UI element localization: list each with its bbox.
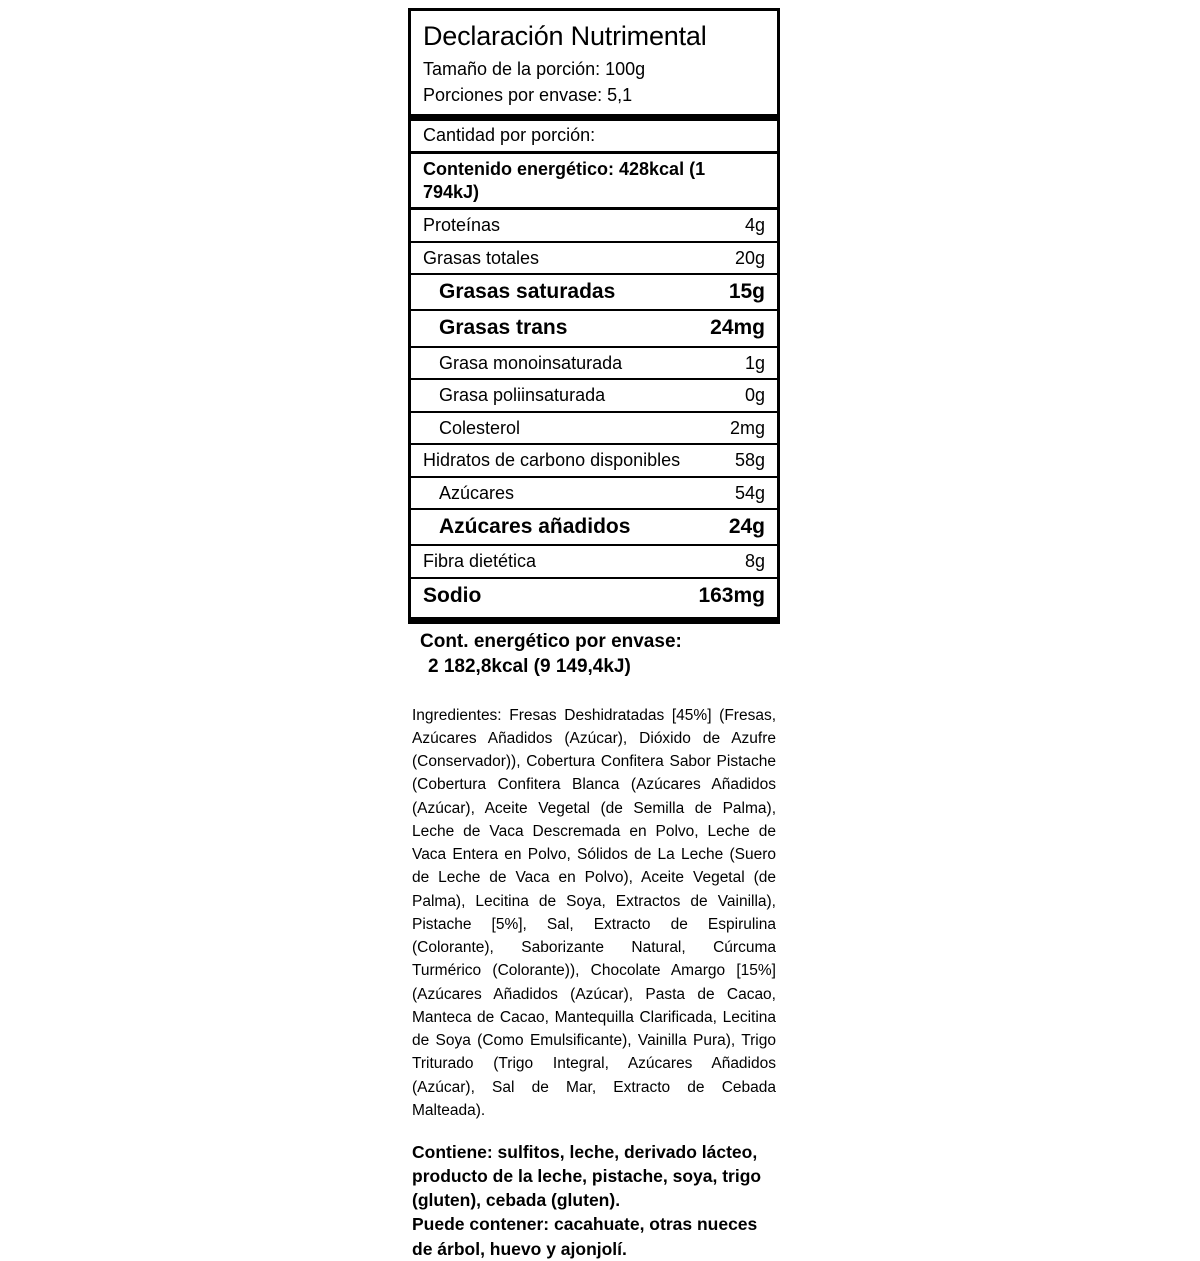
nutrient-value: 20g bbox=[734, 247, 765, 268]
table-row bbox=[411, 380, 777, 411]
nutrient-name: Fibra dietética bbox=[423, 551, 537, 572]
nutrient-value: 4g bbox=[744, 215, 765, 236]
energy-per-package bbox=[408, 624, 780, 679]
nutrient-value: 0g bbox=[744, 385, 765, 406]
nutrient-value: 8g bbox=[744, 551, 765, 572]
energy-row bbox=[411, 154, 777, 207]
nutrient-name: Sodio bbox=[423, 583, 482, 607]
table-row bbox=[411, 413, 777, 444]
nutrition-facts-box bbox=[408, 8, 780, 624]
table-row bbox=[411, 546, 777, 577]
energy-per-package-value: 2 182,8kcal (9 149,4kJ) bbox=[428, 655, 631, 677]
nutrient-value: 24g bbox=[728, 515, 765, 539]
nutrient-value: 54g bbox=[734, 482, 765, 503]
table-row bbox=[411, 510, 777, 544]
divider-thick-2 bbox=[411, 617, 777, 624]
nutrient-name: Hidratos de carbono disponibles bbox=[423, 450, 681, 471]
nutrient-value: 15g bbox=[728, 280, 765, 304]
table-row bbox=[411, 275, 777, 309]
nutrient-name: Azúcares añadidos bbox=[439, 515, 631, 539]
energy-label: Contenido energético: 428kcal (1 794kJ) bbox=[423, 159, 706, 202]
nutrient-name: Azúcares bbox=[439, 482, 515, 503]
nutrient-name: Grasas saturadas bbox=[439, 280, 616, 304]
ingredients-text: Ingredientes: Fresas Deshidratadas [45%] (Fresas, Azúcares Añadidos (Azúcar), Dióxido de Azufre (Conservador)), Cobertura Confitera Sabor Pistache (Cobertura Confitera Blanca (Azúcares Añadidos (Azúcar), Aceite Vegetal (de Semilla de Palma), Leche de Vaca Descremada en Polvo, Leche de Vaca Entera en Polvo, Sólidos de La Leche (Suero de Leche de Vaca en Polvo), Aceite Vegetal (de Palma), Lecitina de Soya, Extractos de Vainilla), Pistache [5%], Sal, Extracto de Espirulina (Colorante), Saborizante Natural, Cúrcuma Turmérico (Colorante)), Chocolate Amargo [15%] (Azúcares Añadidos (Azúcar), Pasta de Cacao, Manteca de Cacao, Mantequilla Clarificada, Lecitina de Soya (Como Emulsificante), Vainilla Pura), Trigo Triturado (Trigo Integral, Azúcares Añadidos (Azúcar), Sal de Mar, Extracto de Cebada Malteada). bbox=[412, 706, 776, 1119]
nutrient-value: 163mg bbox=[698, 583, 765, 607]
table-row bbox=[411, 579, 777, 613]
nutrient-name: Grasa monoinsaturada bbox=[439, 352, 623, 373]
serving-size: Tamaño de la porción: 100g bbox=[423, 59, 646, 79]
allergens-contains: Contiene: sulfitos, leche, derivado lácteo, producto de la leche, pistache, soya, trigo (gluten), cebada (gluten). bbox=[412, 1142, 762, 1211]
nutrient-name: Colesterol bbox=[439, 417, 521, 438]
divider-thick-1 bbox=[411, 114, 777, 121]
table-row bbox=[411, 311, 777, 345]
nutrition-label-panel bbox=[408, 8, 780, 1261]
nutrient-value: 2mg bbox=[729, 417, 765, 438]
servings-per-container: Porciones por envase: 5,1 bbox=[423, 85, 633, 106]
page-title: Declaración Nutrimental bbox=[423, 21, 707, 51]
serving-info bbox=[411, 56, 777, 110]
table-row bbox=[411, 445, 777, 476]
nutrient-value: 58g bbox=[734, 450, 765, 471]
nutrient-name: Grasa poliinsaturada bbox=[439, 385, 606, 406]
nutrient-value: 24mg bbox=[710, 316, 765, 340]
nutrient-value: 1g bbox=[744, 352, 765, 373]
nutrient-name: Grasas trans bbox=[439, 316, 568, 340]
table-row bbox=[411, 348, 777, 379]
table-row bbox=[411, 210, 777, 241]
energy-per-package-label: Cont. energético por envase: bbox=[420, 631, 682, 653]
amount-per-serving-header: Cantidad por porción: bbox=[423, 125, 596, 146]
table-row bbox=[411, 243, 777, 274]
nutrient-name: Grasas totales bbox=[423, 247, 540, 268]
allergens-may-contain: Puede contener: cacahuate, otras nueces de árbol, huevo y ajonjolí. bbox=[412, 1214, 758, 1259]
nutrient-name: Proteínas bbox=[423, 215, 501, 236]
table-row bbox=[411, 478, 777, 509]
